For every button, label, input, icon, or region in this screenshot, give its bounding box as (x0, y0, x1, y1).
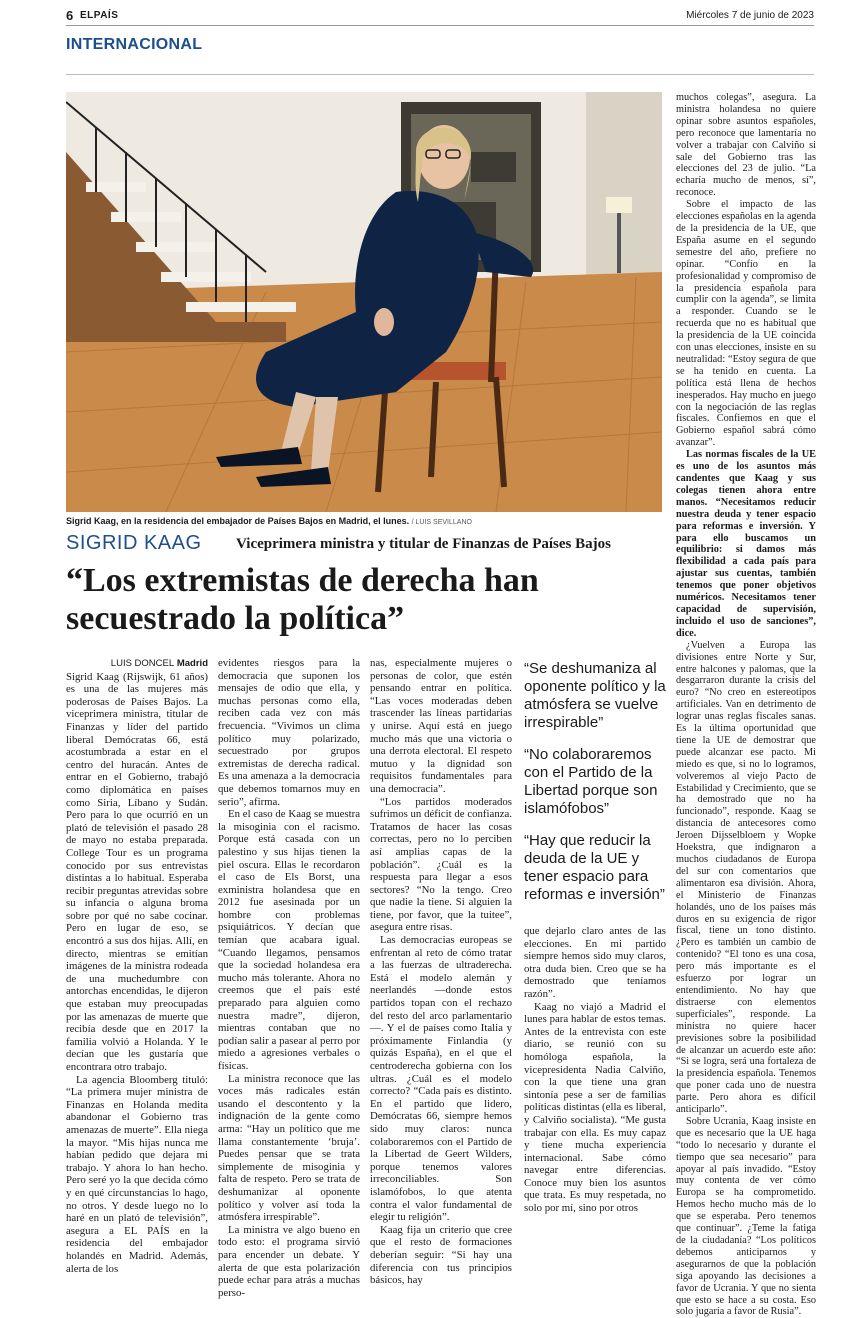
paragraph: Kaag no viajó a Madrid el lunes para hablar de estos temas. Antes de la entrevista con este diario, se reunió con su homóloga española, la vicepresidenta Nadia Calviño, con la que tiene una gran sintonía pese a ser de familias políticas distintas (ella es liberal, y Calviño socialista). “Me gusta trabajar con ella. Es muy capaz y tiene mucha experiencia internacional. Sabe cómo navegar entre diferencias. Conoce muy bien los asuntos que trata. Es muy respetada, no solo por mí, sino por otros (524, 1000, 666, 1215)
pull-quote: “Se deshumaniza al oponente político y la atmósfera se vuelve irrespirable” (524, 660, 666, 731)
paragraph: Sigrid Kaag (Rijswijk, 61 años) es una de las mujeres más poderosas de Países Bajos. La viceprimera ministra, titular de Finanzas y líder del partido liberal Demócratas 66, está acostumbrada a estar en el centro del huracán. Antes de entrar en el Gobierno, trabajó como diplomática en países como Siria, Líbano y Sudán. Pero para lo que ocurrió en un plató de televisión el pasado 28 de mayo no estaba preparada. College Tour es un programa conocido por sus entrevistas distintas a lo habitual. Esperaba recibir preguntas atrevidas sobre su infancia o alguna broma sobre por qué no sabe cocinar. Pero en lugar de eso, se encontró a sus dos hijas. Allí, en directo, mientras se emitían imágenes de la ministra rodeada de una muchedumbre con antorchas encendidas, le dijeron que estaban muy preocupadas por las amenazas de muerte que recibía desde que en 2017 la familia volvió a Holanda. Y le decían que les gustaría que encontrara otro trabajo. (66, 670, 208, 1073)
paragraph: nas, especialmente mujeres o personas de color, que estén pensando entrar en política. “Las voces moderadas deben trascender las líneas partidarias y unirse. Aquí está en juego mucho más que una victoria o una derrota electoral. El respeto mutuo y la dignidad son requisitos fundamentales para una democracia”. (370, 657, 512, 795)
paragraph: Kaag fija un criterio que cree que el resto de formaciones deberían seguir: “Si hay una diferencia con tus principios básicos, hay (370, 1223, 512, 1287)
dateline-city: Madrid (176, 658, 208, 669)
issue-date: Miércoles 7 de junio de 2023 (686, 10, 814, 21)
byline (66, 657, 208, 671)
pull-quote: “No colaboraremos con el Partido de la Libertad porque son islamófobos” (524, 746, 658, 817)
photo-credit: / LUIS SEVILLANO (411, 519, 472, 526)
paragraph: Sobre el impacto de las elecciones españolas en la agenda de la presidencia de la UE, que España asume en el segundo semestre del año, prefiere no opinar. “Confío en la profesionalidad y compromiso de la presidencia española para cumplir con la agenda”, se limita a responder. Cuando se le recuerda que no es habitual que la presidencia de la UE coincida con unas elecciones, insiste en su neutralidad: “Estoy segura de que se ha tenido en cuenta. La política está llena de hechos inesperados. Hay mucho en juego con la negociación de las reglas fiscales. Confiemos en que el Gobierno español sabrá cómo avanzar”. (676, 199, 816, 449)
headline: “Los extremistas de derecha han secuestrado la política” (66, 562, 539, 637)
portrait-illustration (66, 92, 662, 512)
article-column-2 (218, 657, 360, 1299)
article-column-4 (524, 925, 666, 1215)
caption-text: Sigrid Kaag, en la residencia del embajador de Países Bajos en Madrid, el lunes. (66, 516, 410, 526)
author: LUIS DONCEL (110, 658, 175, 669)
pull-quotes (524, 660, 666, 918)
interviewee-role: Viceprimera ministra y titular de Finanzas de Países Bajos (236, 536, 611, 552)
masthead-logo: ELPAÍS (80, 10, 119, 21)
paragraph: La agencia Bloomberg tituló: “La primera mujer ministra de Finanzas en Holanda medita abandonar el Gobierno tras amenazas de muerte”. Ella niega la mayor. “Mis hijas nunca me habían pedido que dejara mi trabajo. Y ahora lo han hecho. Pero seré yo la que decida cómo y en qué circunstancias lo hago, no otros. Y desde luego no lo haré en un plató de televisión”, asegura a EL PAÍS en la residencia del embajador holandés en Madrid. Además, alerta de los (66, 1073, 208, 1275)
pull-quote: “Hay que reducir la deuda de la UE y tener espacio para reformas e inversión” (524, 832, 665, 903)
paragraph: La ministra ve algo bueno en todo esto: el programa sirvió para encender un debate. Y alerta de que esta polarización puede echar para atrás a muchas perso- (218, 1223, 360, 1299)
paragraph: Las democracias europeas se enfrentan al reto de cómo tratar a las fuerzas de ultraderecha. Está el modelo alemán y neerlandés —donde estos partidos topan con el rechazo del resto del arco parlamentario—. Y el de países como Italia y próximamente Finlandia (y quizás España), en el que el centroderecha gobierna con los ultras. ¿Cuál es el modelo correcto? “Cada país es distinto. En el partido que lidero, Demócratas 66, siempre hemos sido muy claros: nunca colaboraremos con el Partido de la Libertad de Geert Wilders, porque tenemos valores irreconciliables. Son islamófobos, lo que atenta contra el valor fundamental de elegir tu religión”. (370, 934, 512, 1224)
photo-caption (66, 516, 666, 526)
article-column-3 (370, 657, 512, 1287)
paragraph: que dejarlo claro antes de las elecciones. En mi partido siempre hemos sido muy claros, otra duda bien. Creo que se ha demostrado que teníamos razón”. (524, 925, 666, 1000)
paragraph: Sobre Ucrania, Kaag insiste en que es necesario que la UE haga “todo lo necesario y durante el tiempo que sea necesario” para apoyar al país invadido. “Estoy muy contenta de ver cómo Europa se ha comprometido. Hemos hecho mucho más de lo que se esperaba. Pero tenemos que continuar”. ¿Teme la fatiga de la ciudadanía? “Los políticos debemos anticiparnos y asegurarnos de que la población siga apoyando las decisiones a favor de Ucrania. Y que no sienta que esto se hace a su costa. Eso solo jugaría a favor de Rusia”. (676, 1115, 816, 1318)
top-rule (66, 25, 814, 26)
page-number: 6 (66, 8, 74, 23)
section-rule (66, 74, 814, 75)
paragraph: “Los partidos moderados sufrimos un déficit de confianza. Tratamos de hacer las cosas correctas, pero no lo perciben así amplias capas de la población”. ¿Cuál es la respuesta para llegar a esos sectores? “No la tengo. Creo que nadie la tiene. Si alguien la tiene, por favor, que la tuitee”, asegura entre risas. (370, 795, 512, 934)
paragraph: En el caso de Kaag se muestra la misoginia con el racismo. Porque está casada con un palestino y sus hijas tienen la piel oscura. Ellas le recordaron el caso de Els Borst, una exministra holandesa que en 2012 fue asesinada por un hombre con problemas psiquiátricos. Y decían que temían que acabara igual. “Cuando llegamos, pensamos que la sociedad holandesa era mucho más tolerante. Ahora no creemos que el país esté preparado para alguien como nuestra madre”, dijeron, mientras contaban que no podían salir a pasear al perro por miedo a agresiones verbales o físicas. (218, 808, 360, 1072)
article-photo (66, 92, 662, 512)
paragraph: Las normas fiscales de la UE es uno de los asuntos más candentes que Kaag y sus colegas tienen ahora entre manos. “Necesitamos reducir nuestra deuda y tener espacio para reformas e inversión. Y para ello buscamos un equilibrio: si damos más flexibilidad a cada país para ajustar sus cuentas, también tenemos que poner objetivos numéricos. Necesitamos tener capacidad de supervisión, incluido el uso de sanciones”, dice. (676, 449, 816, 639)
paragraph: ¿Vuelven a Europa las divisiones entre Norte y Sur, entre halcones y palomas, que la desgarraron durante la crisis del euro? “No creo en estereotipos artificiales. Van en detrimento de lograr unas reglas fiscales sanas. Es la última oportunidad que tiene la UE de demostrar que puede alcanzar ese pacto. Mi miedo es que, si no lo logramos, volveremos al viejo Pacto de Estabilidad y Crecimiento, que se ha demostrado que no ha funcionado”, responde. Kaag se distancia de antecesores como Jeroen Dijsselbloem y Wopke Hoekstra, que indignaron a muchos ciudadanos de Europa del sur con comentarios que alimentaron esa división. Ahora, el Ministerio de Finanzas holandés, uno de los países más duros en su exigencia de rigor fiscal, tiene un tono distinto. ¿Pero es también un cambio de contenido? “El tono es una cosa, pero más importante es el esfuerzo por lograr un entendimiento. No hay que distraerse con elementos superficiales”, responde. La ministra no quiere hacer previsiones sobre la posibilidad de alcanzar un acuerdo este año: “Si se logra, será una fortaleza de la presidencia española. Tenemos que poner cada uno de nuestra parte. Pero ahora es difícil anticiparlo”. (676, 639, 816, 1116)
article-column-5 (676, 92, 816, 1318)
paragraph: evidentes riesgos para la democracia que suponen los mensajes de odio que ella, y muchas personas como ella, reciben cada vez con más frecuencia. “Vivimos un clima político muy polarizado, secuestrado por grupos extremistas de derecha radical. Es una amenaza a la democracia que debemos tomarnos muy en serio”, afirma. (218, 657, 360, 808)
paragraph: muchos colegas”, asegura. La ministra holandesa no quiere opinar sobre asuntos españoles, pero reconoce que lamentaría no volver a trabajar con Calviño si sale del Gobierno tras las elecciones del 23 de julio. “La echaría mucho de menos, sí”, reconoce. (676, 92, 816, 199)
paragraph: La ministra reconoce que las voces más radicales están usando el descontento y la indignación de la gente como arma: “Hay un político que me llama constantemente ‘bruja’. Puedes pensar que se trata simplemente de misoginia y falta de respeto. Pero se trata de deshumanizar al oponente político y volver así toda la atmósfera irrespirable”. (218, 1072, 360, 1224)
section-title: INTERNACIONAL (66, 36, 203, 53)
interviewee-name: SIGRID KAAG (66, 532, 202, 554)
article-column-1 (66, 657, 208, 1275)
